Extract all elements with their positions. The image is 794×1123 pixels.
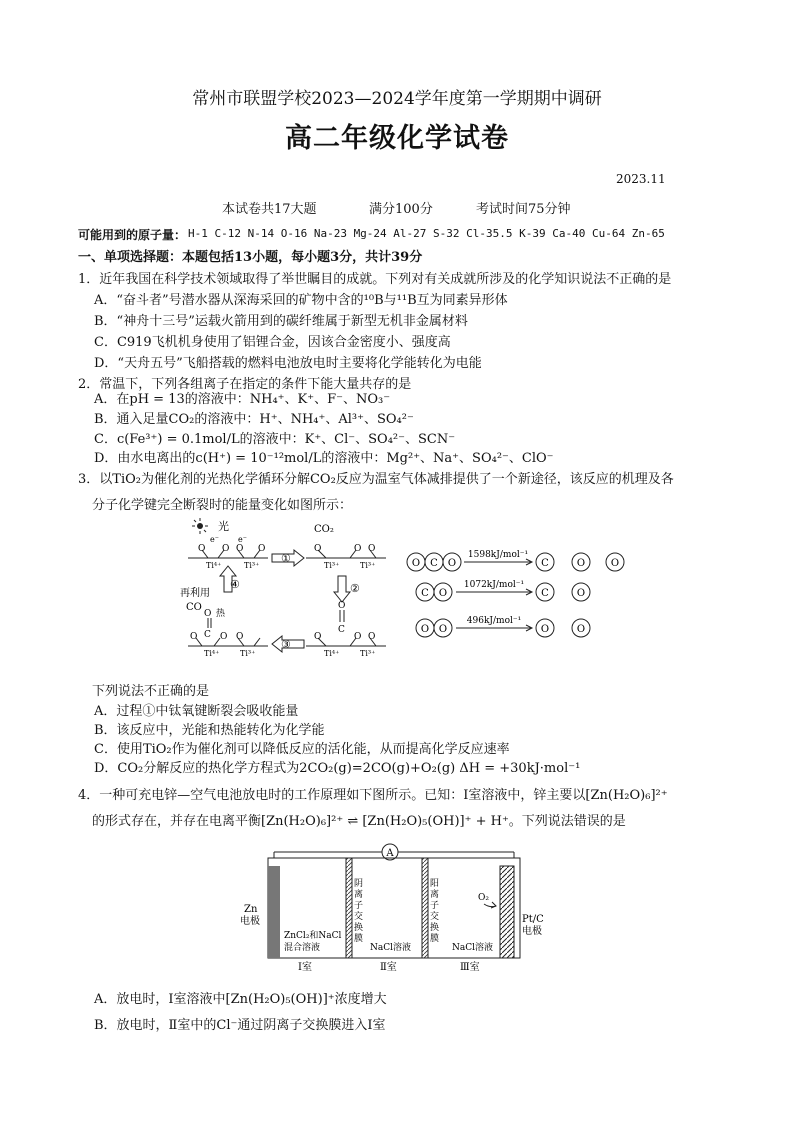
svg-text:Ti³⁺: Ti³⁺ xyxy=(324,561,340,570)
info-time: 考试时间75分钟 xyxy=(476,202,571,217)
co2-label: CO₂ xyxy=(314,524,334,535)
solution2-label: NaCl溶液 xyxy=(370,943,412,953)
q1-option-d: D．“天舟五号”飞船搭载的燃料电池放电时主要将化学能转化为电能 xyxy=(94,356,482,371)
svg-text:O: O xyxy=(222,544,230,554)
svg-text:O: O xyxy=(258,544,266,554)
q3-stem: 3．以TiO₂为催化剂的光热化学循环分解CO₂反应为温室气体减排提供了一个新途径，该反应的机理及各 xyxy=(78,472,674,487)
sun-icon xyxy=(192,518,208,534)
battery-diagram xyxy=(232,838,552,978)
svg-text:C: C xyxy=(338,625,345,635)
mechanism-diagram xyxy=(180,518,400,666)
svg-text:Ti³⁺: Ti³⁺ xyxy=(360,649,376,658)
q4-stem: 4．一种可充电锌—空气电池放电时的工作原理如下图所示。已知：Ⅰ室溶液中，锌主要以[Zn(H₂O)₆]²⁺ xyxy=(78,788,668,803)
membrane1-char: 交 xyxy=(354,912,364,922)
svg-text:O: O xyxy=(198,544,206,554)
ptc-electrode xyxy=(500,866,514,958)
atom-label: O xyxy=(420,624,430,635)
zn-electrode xyxy=(268,866,280,958)
bond-energy-diagram xyxy=(404,544,632,648)
atom-label: O xyxy=(576,624,586,635)
svg-text:O: O xyxy=(354,544,362,554)
membrane2-char: 膜 xyxy=(430,934,440,944)
membrane1-char: 离 xyxy=(354,890,364,900)
q3-stem-cont: 分子化学键完全断裂时的能量变化如图所示： xyxy=(92,498,353,513)
atom-label: O xyxy=(576,588,586,599)
svg-text:O: O xyxy=(204,609,212,619)
q1-option-a: A．“奋斗者”号潜水器从深海采回的矿物中含的¹⁰B与¹¹B互为同素异形体 xyxy=(94,293,508,308)
membrane1-char: 阴 xyxy=(354,879,364,889)
q2-option-b: B．通入足量CO₂的溶液中：H⁺、NH₄⁺、Al³⁺、SO₄²⁻ xyxy=(94,412,414,427)
energy-value-co2: 1598kJ/mol⁻¹ xyxy=(467,550,529,560)
atom-label: O xyxy=(576,558,586,569)
svg-text:O: O xyxy=(354,632,362,642)
q2-option-c: C．c(Fe³⁺) = 0.1mol/L的溶液中：K⁺、Cl⁻、SO₄²⁻、SCN⁻ xyxy=(94,432,456,447)
atom-label: C xyxy=(421,588,429,599)
light-label: 光 xyxy=(218,520,229,533)
q4-option-b: B．放电时，Ⅱ室中的Cl⁻通过阴离子交换膜进入Ⅰ室 xyxy=(94,1018,386,1033)
q4-stem-cont: 的形式存在，并存在电离平衡[Zn(H₂O)₆]²⁺ ⇌ [Zn(H₂O)₅(OH)]⁺ + H⁺。下列说法错误的是 xyxy=(92,814,626,829)
cation-membrane xyxy=(422,858,428,958)
solution1-line2: 混合溶液 xyxy=(284,943,321,953)
svg-text:O: O xyxy=(190,632,198,642)
atom-label: O xyxy=(447,558,457,569)
ammeter-label: A xyxy=(386,848,394,859)
svg-text:e⁻: e⁻ xyxy=(210,535,219,544)
q3-sub: 下列说法不正确的是 xyxy=(92,684,210,699)
q3-option-c: C．使用TiO₂作为催化剂可以降低反应的活化能，从而提高化学反应速率 xyxy=(94,742,510,757)
room1-label: Ⅰ室 xyxy=(298,962,312,973)
q3-option-d: D．CO₂分解反应的热化学方程式为2CO₂(g)=2CO(g)+O₂(g) ΔH = +30kJ·mol⁻¹ xyxy=(94,761,581,776)
svg-text:Ti⁴⁺: Ti⁴⁺ xyxy=(204,649,220,658)
q3-option-a: A．过程①中钛氧键断裂会吸收能量 xyxy=(94,704,299,719)
atom-label: C xyxy=(541,588,549,599)
atomic-mass-list: H-1 C-12 N-14 O-16 Na-23 Mg-24 Al-27 S-32 Cl-35.5 K-39 Ca-40 Cu-64 Zn-65 xyxy=(188,227,665,240)
q2-option-d: D．由水电离出的c(H⁺) = 10⁻¹²mol/L的溶液中：Mg²⁺、Na⁺、SO₄²⁻、ClO⁻ xyxy=(94,451,554,466)
svg-text:O: O xyxy=(314,632,322,642)
q1-option-c: C．C919飞机机身使用了铝锂合金，因该合金密度小、强度高 xyxy=(94,335,451,350)
atom-label: O xyxy=(610,558,620,569)
membrane2-char: 离 xyxy=(430,890,440,900)
q4-option-a: A．放电时，Ⅰ室溶液中[Zn(H₂O)₅(OH)]⁺浓度增大 xyxy=(94,992,387,1007)
step-3-label: ③ xyxy=(281,638,291,651)
membrane1-char: 子 xyxy=(354,901,364,911)
q2-stem: 2．常温下，下列各组离子在指定的条件下能大量共存的是 xyxy=(78,377,412,392)
svg-text:O: O xyxy=(368,544,376,554)
atom-label: O xyxy=(411,558,421,569)
solution3-label: NaCl溶液 xyxy=(452,943,494,953)
svg-text:Ti³⁺: Ti³⁺ xyxy=(244,561,260,570)
membrane2-char: 阳 xyxy=(430,879,440,889)
info-questions: 本试卷共17大题 xyxy=(222,202,317,217)
svg-text:C: C xyxy=(204,630,211,640)
atom-label: C xyxy=(541,558,549,569)
membrane2-char: 子 xyxy=(430,901,440,911)
membrane2-char: 交 xyxy=(430,912,440,922)
svg-text:O: O xyxy=(338,601,346,611)
svg-text:O: O xyxy=(236,632,244,642)
atom-label: O xyxy=(438,624,448,635)
o2-label: O₂ xyxy=(478,893,489,903)
q1-option-b: B．“神舟十三号”运载火箭用到的碳纤维属于新型无机非金属材料 xyxy=(94,314,468,329)
section-heading: 一、单项选择题：本题包括13小题，每小题3分，共计39分 xyxy=(78,250,423,265)
atom-label: O xyxy=(540,624,550,635)
q2-option-a: A．在pH = 13的溶液中：NH₄⁺、K⁺、F⁻、NO₃⁻ xyxy=(94,392,391,407)
reuse-label: 再利用 xyxy=(180,588,210,599)
ptc-label: Pt/C xyxy=(522,914,544,925)
atom-label: C xyxy=(430,558,438,569)
room3-label: Ⅲ室 xyxy=(460,962,480,973)
ptc-electrode-label: 电极 xyxy=(522,926,542,937)
svg-text:Ti³⁺: Ti³⁺ xyxy=(240,649,256,658)
info-score: 满分100分 xyxy=(369,202,433,217)
atom-label: O xyxy=(438,588,448,599)
heat-label: 热 xyxy=(216,609,226,619)
svg-text:O: O xyxy=(220,632,228,642)
zn-electrode-label: 电极 xyxy=(240,916,260,927)
svg-text:O: O xyxy=(314,544,322,554)
zn-label: Zn xyxy=(244,904,258,915)
co-label: CO xyxy=(186,602,202,613)
svg-text:Ti⁴⁺: Ti⁴⁺ xyxy=(206,561,222,570)
step-1-label: ① xyxy=(281,552,291,565)
membrane1-char: 膜 xyxy=(354,934,364,944)
atomic-mass-label: 可能用到的原子量： xyxy=(78,228,187,242)
q1-stem: 1．近年我国在科学技术领域取得了举世瞩目的成就。下列对有关成就所涉及的化学知识说法不正确的是 xyxy=(78,272,672,287)
energy-value-co: 1072kJ/mol⁻¹ xyxy=(463,580,525,590)
exam-title: 高二年级化学试卷 xyxy=(285,123,509,154)
svg-text:O: O xyxy=(368,632,376,642)
svg-text:Ti³⁺: Ti³⁺ xyxy=(360,561,376,570)
step-2-label: ② xyxy=(350,582,360,595)
anion-membrane xyxy=(346,858,352,958)
svg-text:O: O xyxy=(236,544,244,554)
svg-text:e⁻: e⁻ xyxy=(238,535,247,544)
solution1-line1: ZnCl₂和NaCl xyxy=(284,931,342,941)
exam-date: 2023.11 xyxy=(616,172,666,186)
svg-text:Ti⁴⁺: Ti⁴⁺ xyxy=(324,649,340,658)
school-line: 常州市联盟学校2023—2024学年度第一学期期中调研 xyxy=(192,89,602,109)
membrane1-char: 换 xyxy=(354,923,364,933)
room2-label: Ⅱ室 xyxy=(380,962,397,973)
energy-value-o2: 496kJ/mol⁻¹ xyxy=(466,616,522,626)
q3-option-b: B．该反应中，光能和热能转化为化学能 xyxy=(94,723,325,738)
membrane2-char: 换 xyxy=(430,923,440,933)
step-4-label: ④ xyxy=(230,578,240,591)
